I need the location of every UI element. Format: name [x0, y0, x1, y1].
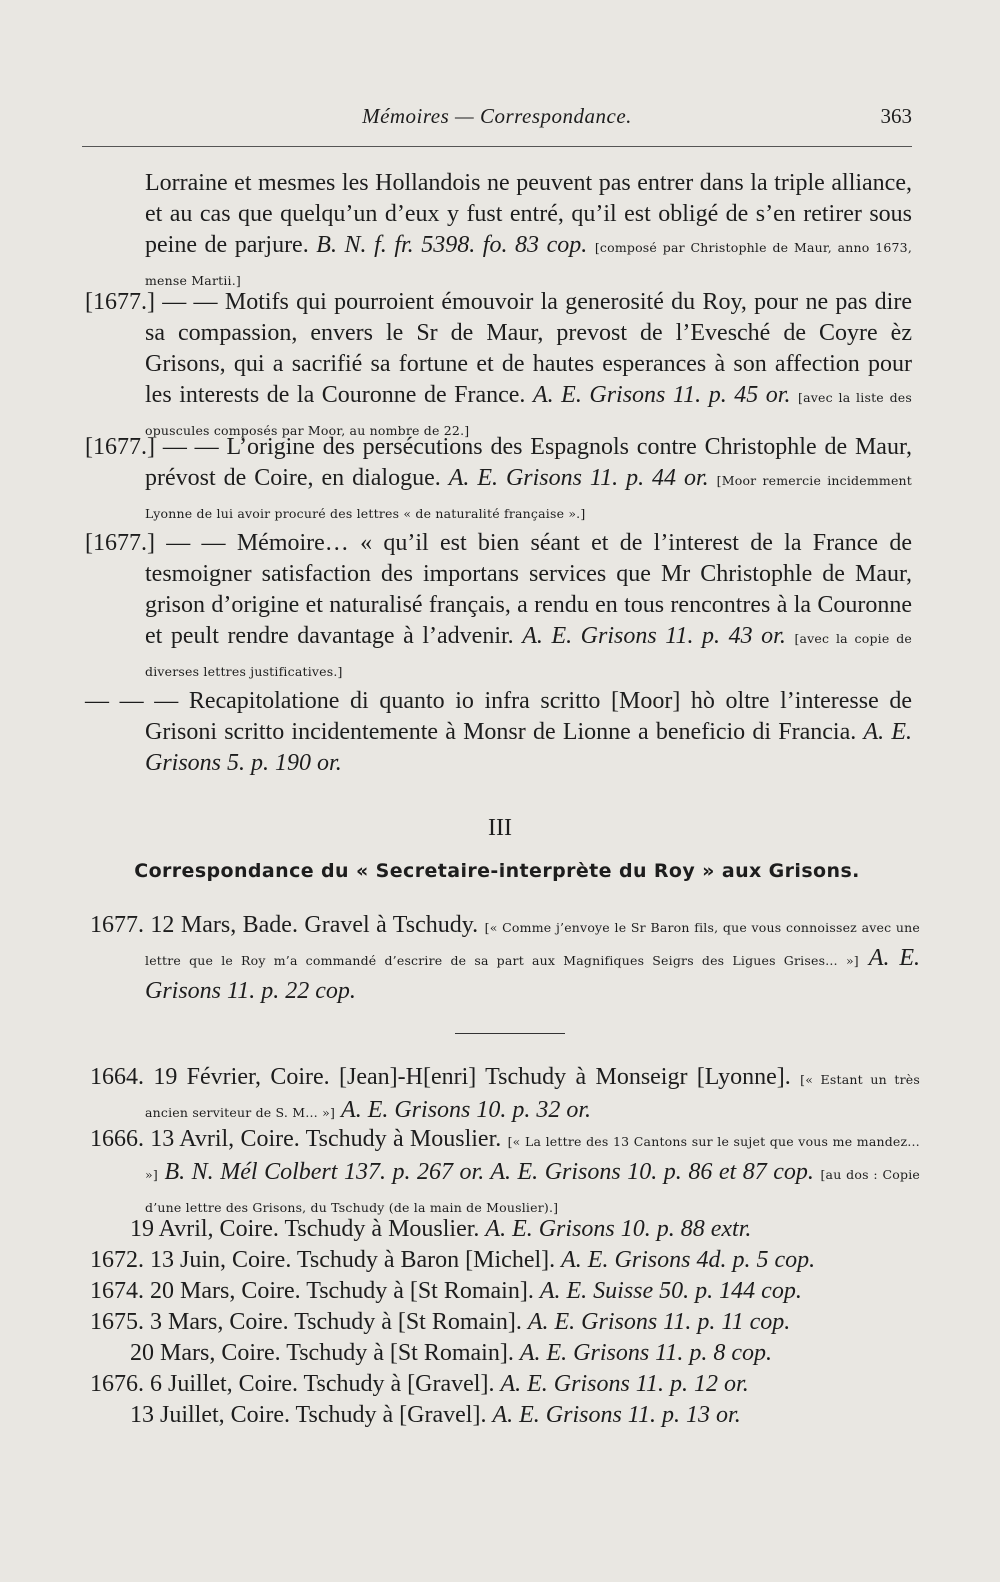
paragraph-text: Mémoire… « qu’il est bien séant et de l’interest de la France de tesmoigner satisfaction des importans services que Mr Christophle de Maur, grison d’origine et naturalisé français, a rendu en tous rencontres à la Couronne et peult rendre davantage à l’advenir.	[145, 530, 912, 649]
short-entry	[90, 1371, 749, 1398]
archive-reference: A. E. Grisons 4d. p. 5 cop.	[561, 1247, 816, 1273]
paragraph-text: L’origine des persécutions des Espagnols contre Christophle de Maur, prévost de Coire, en dialogue.	[145, 434, 912, 491]
short-entry	[130, 1402, 741, 1429]
section-title: Correspondance du « Secretaire-interprète du Roy » aux Grisons.	[134, 860, 860, 882]
entry-text: 1672. 13 Juin, Coire. Tschudy à Baron [Michel].	[90, 1247, 556, 1273]
short-entry	[90, 1247, 815, 1274]
entry-lead: [1677.] — —	[85, 530, 237, 556]
archive-reference: B. N. f. fr. 5398. fo. 83 cop.	[316, 232, 588, 258]
editorial-note: [avec la liste des opuscules composés par Moor, au nombre de 22.]	[145, 390, 913, 438]
archive-reference: A. E. Grisons 11. p. 22 cop.	[145, 945, 920, 1004]
entry-text: 1675. 3 Mars, Coire. Tschudy à [St Romain].	[90, 1309, 522, 1335]
archive-reference: A. E. Grisons 10. p. 88 extr.	[485, 1216, 752, 1242]
entry-lead: 1677. 12 Mars, Bade. Gravel à Tschudy.	[90, 912, 485, 938]
archive-reference: A. E. Grisons 10. p. 32 or.	[341, 1097, 592, 1123]
archive-reference: A. E. Grisons 11. p. 43 or.	[522, 623, 786, 649]
paragraph-4	[85, 528, 912, 687]
section-number: III	[488, 815, 512, 841]
editorial-note: [avec la copie de diverses lettres justificatives.]	[145, 631, 913, 679]
paragraph-text: Motifs qui pourroient émouvoir la generosité du Roy, pour ne pas dire sa compassion, envers le Sr de Maur, prevost de l’Evesché de Coyre èz Grisons, qui a sacrifié sa fortune et de hautes esperances à son affection pour les interests de la Couronne de France.	[145, 289, 912, 408]
entry-text: 1676. 6 Juillet, Coire. Tschudy à [Gravel].	[90, 1371, 495, 1397]
paragraph-text: Recapitolatione di quanto io infra scritto [Moor] hò oltre l’interesse de Grisoni scritto incidentemente à Monsr de Lionne a beneficio di Francia.	[145, 688, 913, 745]
short-entry	[90, 1309, 790, 1336]
editorial-note: [au dos : Copie d’une lettre des Grisons, du Tschudy (de la main de Mouslier).]	[145, 1167, 921, 1215]
archive-reference: A. E. Grisons 11. p. 44 or.	[448, 465, 709, 491]
entry-1666	[90, 1124, 920, 1223]
entry-lead: 1666. 13 Avril, Coire. Tschudy à Mouslier.	[90, 1126, 508, 1152]
page-number: 363	[880, 104, 912, 128]
entry-text: 19 Avril, Coire. Tschudy à Mouslier.	[130, 1216, 480, 1242]
paragraph-3	[85, 432, 912, 529]
editorial-note: [« Comme j’envoye le Sr Baron fils, que vous connoissez avec une lettre que le Roy m’a commandé d’escrire de sa part aux Magnifiques Seigrs des Ligues Grises… »]	[145, 920, 920, 968]
editorial-note: [« La lettre des 13 Cantons sur le sujet que vous me mandez… »]	[145, 1134, 921, 1182]
archive-reference: B. N. Mél Colbert 137. p. 267 or. A. E. Grisons 10. p. 86 et 87 cop.	[164, 1159, 814, 1185]
entry-text: 20 Mars, Coire. Tschudy à [St Romain].	[130, 1340, 514, 1366]
editorial-note: [« Estant un très ancien serviteur de S. M… »]	[145, 1072, 920, 1120]
short-entry	[90, 1278, 802, 1305]
paragraph-5	[85, 686, 912, 779]
archive-reference: A. E. Grisons 11. p. 8 cop.	[519, 1340, 773, 1366]
entry-lead: — — —	[85, 688, 189, 714]
paragraph-text: Lorraine et mesmes les Hollandois ne peuvent pas entrer dans la triple alliance, et au cas que quelqu’un d’eux y fust entré, qu’il est obligé de s’en retirer sous peine de parjure.	[145, 170, 912, 258]
archive-reference: A. E. Suisse 50. p. 144 cop.	[539, 1278, 802, 1304]
separator-rule	[455, 1033, 565, 1034]
editorial-note: [composé par Christophle de Maur, anno 1673, mense Martii.]	[145, 240, 913, 288]
archive-reference: A. E. Grisons 11. p. 45 or.	[532, 382, 791, 408]
archive-reference: A. E. Grisons 11. p. 13 or.	[492, 1402, 741, 1428]
archive-reference: A. E. Grisons 5. p. 190 or.	[145, 719, 913, 776]
entry-text: 1674. 20 Mars, Coire. Tschudy à [St Romain].	[90, 1278, 534, 1304]
entry-1677	[90, 910, 920, 1007]
archive-reference: A. E. Grisons 11. p. 12 or.	[500, 1371, 749, 1397]
entry-1664	[90, 1062, 920, 1128]
archive-reference: A. E. Grisons 11. p. 11 cop.	[527, 1309, 791, 1335]
entry-text: 13 Juillet, Coire. Tschudy à [Gravel].	[130, 1402, 487, 1428]
header-rule	[82, 146, 912, 147]
entry-lead: 1664. 19 Février, Coire. [Jean]-H[enri] Tschudy à Monseigr [Lyonne].	[90, 1064, 801, 1090]
running-head	[82, 104, 912, 134]
paragraph-2	[85, 287, 912, 446]
paragraph-1	[85, 168, 912, 296]
entry-lead: [1677.] — —	[85, 289, 225, 315]
short-entry	[130, 1216, 751, 1243]
short-entry	[130, 1340, 772, 1367]
entry-lead: [1677.] — —	[85, 434, 227, 460]
running-title: Mémoires — Correspondance.	[362, 104, 632, 128]
editorial-note: [Moor remercie incidemment Lyonne de lui avoir procuré des lettres « de naturalité française ».]	[145, 473, 913, 521]
